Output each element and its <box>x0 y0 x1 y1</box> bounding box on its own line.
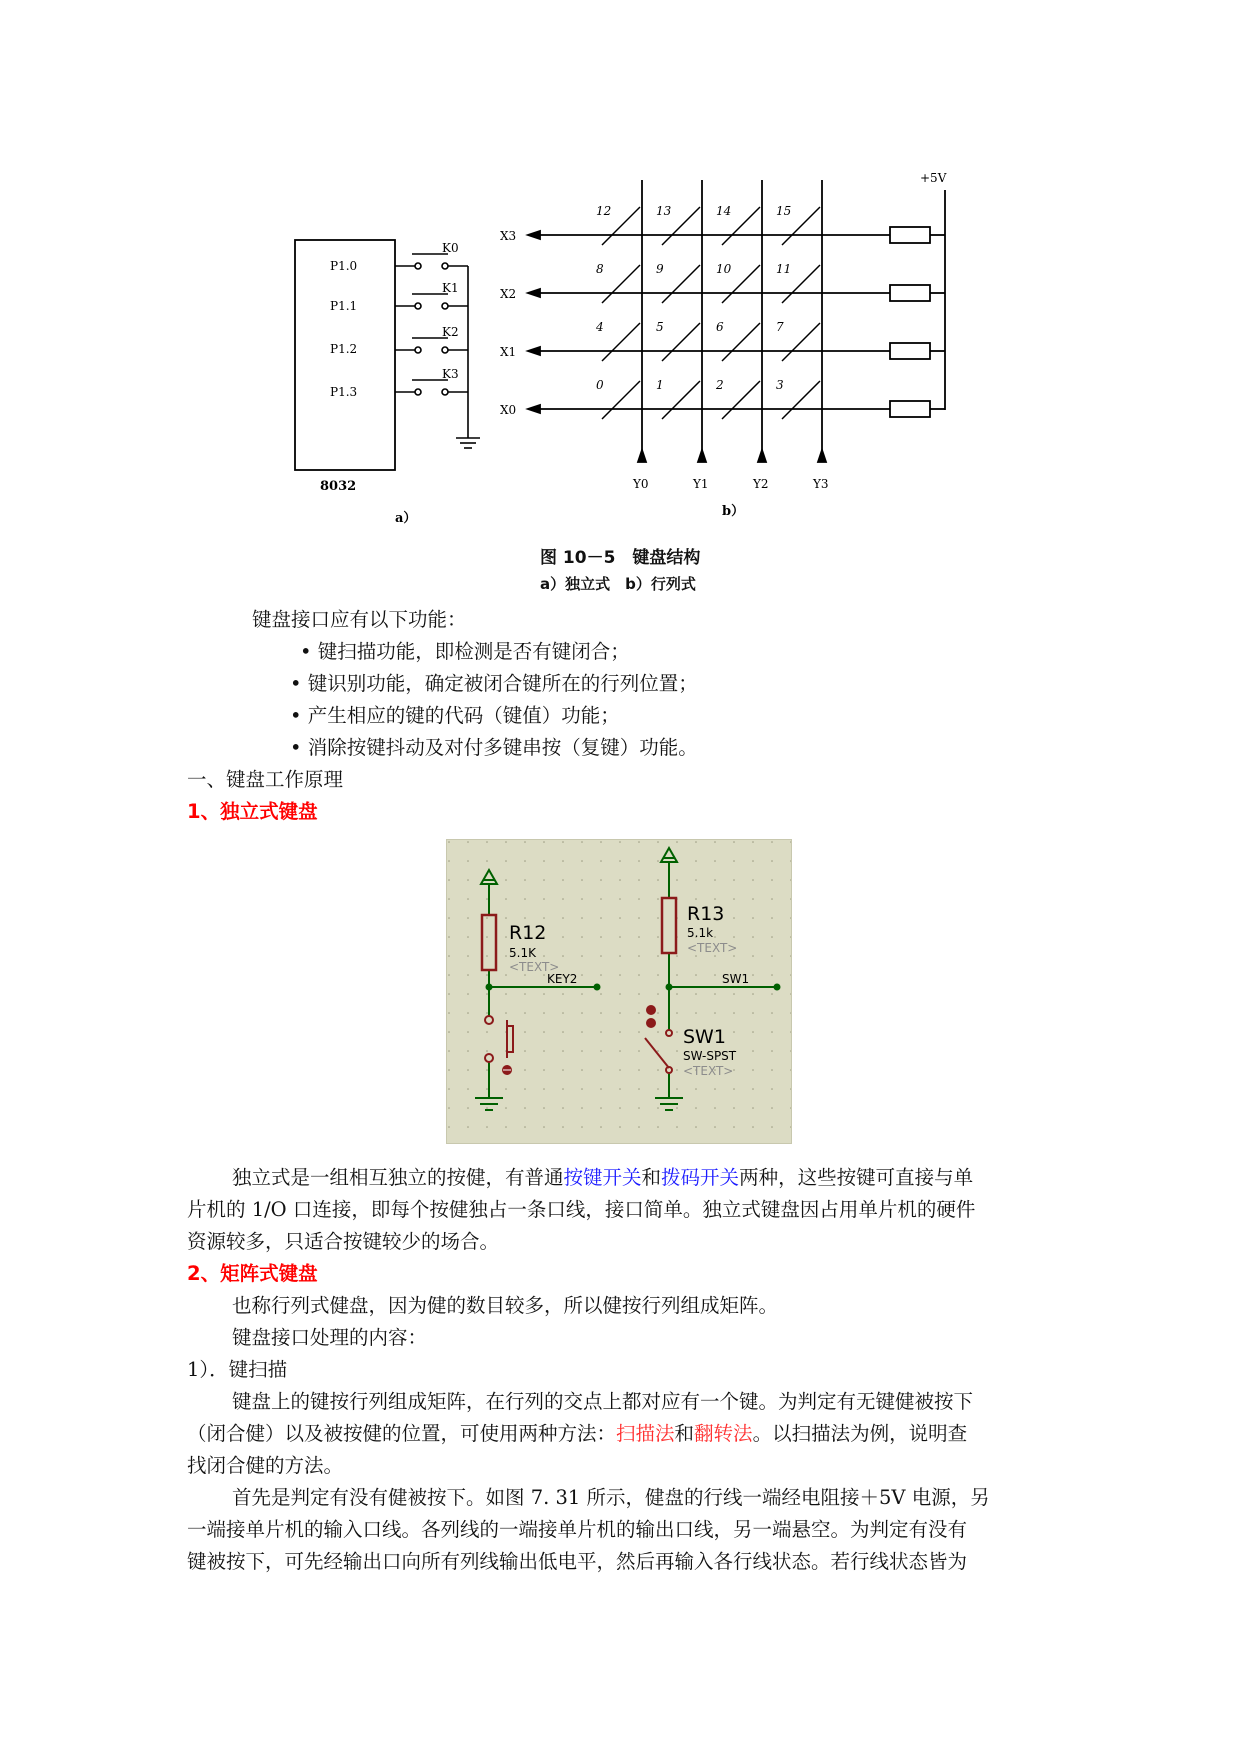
link-dip-switch[interactable]: 拨码开关 <box>661 1166 740 1189</box>
r12-value: 5.1K <box>509 946 536 960</box>
terminal-dot <box>594 984 601 991</box>
label-b: b） <box>722 504 745 519</box>
paragraph-line: （闭合健）以及被按健的位置，可使用两种方法：扫描法和翻转法。以扫描法为例，说明查 <box>187 1422 968 1445</box>
key-label: K2 <box>442 325 459 339</box>
matrix-key-switch <box>722 381 760 419</box>
paragraph-line: 首先是判定有没有健被按下。如图 7. 31 所示，健盘的行线一端经电阻接＋5V 电源，另 <box>232 1486 990 1509</box>
bullet-item: • 产生相应的键的代码（键值）功能； <box>290 704 620 727</box>
r12-name: R12 <box>509 922 547 944</box>
matrix-key-number: 6 <box>716 320 724 334</box>
paragraph-line: 键盘上的键按行列组成矩阵，在行列的交点上都对应有一个键。为判定有无键健被按下 <box>232 1390 974 1413</box>
row-label: X3 <box>500 229 517 243</box>
paragraph-independent: 独立式是一组相互独立的按健，有普通按键开关和拨码开关两种，这些按键可直接与单 <box>232 1166 974 1189</box>
pin-label: P1.3 <box>330 385 358 399</box>
paragraph-line: 片机的 1/O 口连接，即每个按健独占一条口线，接口简单。独立式键盘因占用单片机的硬件 <box>187 1198 976 1221</box>
term-scan-method[interactable]: 扫描法 <box>616 1422 675 1445</box>
matrix-key-switch <box>602 265 640 303</box>
matrix-key-number: 13 <box>656 204 672 218</box>
term-flip-method[interactable]: 翻转法 <box>694 1422 753 1445</box>
figure-subcaption: a）独立式 b）行列式 <box>540 575 696 593</box>
matrix-key-switch <box>782 323 820 361</box>
probe-icon <box>646 1005 656 1015</box>
matrix-key-number: 12 <box>596 204 612 218</box>
matrix-key-number: 0 <box>596 378 604 392</box>
keyboard-structure-figure <box>290 170 970 590</box>
matrix-key-number: 8 <box>596 262 604 276</box>
paragraph-line: 键被按下，可先经输出口向所有列线输出低电平，然后再输入各行线状态。若行线状态皆为 <box>187 1550 968 1573</box>
key-label: K1 <box>442 281 459 295</box>
key-switches <box>395 254 480 448</box>
key-label: K0 <box>442 241 459 255</box>
matrix-key-number: 11 <box>776 262 792 276</box>
paragraph-line: 资源较多，只适合按键较少的场合。 <box>187 1230 500 1253</box>
paragraph-line: 也称行列式健盘，因为健的数目较多，所以健按行列组成矩阵。 <box>232 1294 779 1317</box>
matrix-key-switch <box>662 323 700 361</box>
link-key-switch[interactable]: 按键开关 <box>563 1166 642 1189</box>
r13-name: R13 <box>687 903 725 925</box>
matrix-key-number: 2 <box>716 378 724 392</box>
matrix-key-number: 4 <box>596 320 604 334</box>
net-sw1: SW1 <box>722 972 750 986</box>
supply-label: +5V <box>920 171 947 185</box>
bullet-item: • 消除按键抖动及对付多键串按（复键）功能。 <box>290 736 698 759</box>
heading-independent-keyboard: 1、独立式键盘 <box>187 800 318 823</box>
col-label: Y1 <box>693 477 709 491</box>
figure-caption: 图 10－5 键盘结构 <box>540 548 701 568</box>
matrix-key-switches <box>602 207 820 419</box>
row-label: X0 <box>500 403 517 417</box>
col-label: Y0 <box>633 477 649 491</box>
matrix-wires <box>528 180 945 462</box>
matrix-key-switch <box>602 323 640 361</box>
col-label: Y2 <box>753 477 769 491</box>
junction-dot <box>486 984 493 991</box>
section-heading: 一、键盘工作原理 <box>187 768 344 791</box>
probe-icon <box>646 1018 656 1028</box>
terminal-dot <box>774 984 781 991</box>
paragraph-line: 找闭合健的方法。 <box>187 1454 344 1477</box>
matrix-key-switch <box>602 381 640 419</box>
junction-dot <box>666 984 673 991</box>
independent-key-schematic <box>446 839 792 1144</box>
sw1-text: <TEXT> <box>683 1064 734 1078</box>
chip-label: 8032 <box>320 479 357 494</box>
r12-text: <TEXT> <box>509 960 560 974</box>
paragraph-line: 一端接单片机的输入口线。各列线的一端接单片机的输出口线，另一端悬空。为判定有没有 <box>187 1518 968 1541</box>
r13-text: <TEXT> <box>687 941 738 955</box>
pin-label: P1.0 <box>330 259 358 273</box>
intro-text: 键盘接口应有以下功能： <box>252 608 467 631</box>
row-label: X1 <box>500 345 517 359</box>
matrix-key-number: 1 <box>656 378 664 392</box>
matrix-key-number: 5 <box>656 320 664 334</box>
matrix-key-switch <box>722 323 760 361</box>
bullet-item: • 键扫描功能，即检测是否有键闭合； <box>300 640 630 663</box>
paragraph-line: 键盘接口处理的内容： <box>232 1326 428 1349</box>
matrix-key-switch <box>662 265 700 303</box>
label-a: a） <box>395 511 417 526</box>
matrix-key-number: 10 <box>716 262 732 276</box>
r13-value: 5.1k <box>687 926 714 940</box>
col-label: Y3 <box>813 477 829 491</box>
list-item: 1）．键扫描 <box>187 1358 288 1381</box>
bullet-item: • 键识别功能，确定被闭合键所在的行列位置； <box>290 672 698 695</box>
net-key2: KEY2 <box>547 972 578 986</box>
pin-label: P1.2 <box>330 342 358 356</box>
matrix-key-number: 7 <box>776 320 784 334</box>
sw1-type: SW-SPST <box>683 1049 737 1063</box>
heading-matrix-keyboard: 2、矩阵式键盘 <box>187 1262 318 1285</box>
key-label: K3 <box>442 367 459 381</box>
matrix-key-number: 3 <box>776 378 784 392</box>
matrix-key-switch <box>662 381 700 419</box>
matrix-key-number: 15 <box>776 204 792 218</box>
sw1-name: SW1 <box>683 1026 726 1048</box>
matrix-key-number: 14 <box>716 204 732 218</box>
pin-label: P1.1 <box>330 299 358 313</box>
matrix-key-switch <box>782 381 820 419</box>
matrix-key-number: 9 <box>656 262 664 276</box>
row-label: X2 <box>500 287 517 301</box>
